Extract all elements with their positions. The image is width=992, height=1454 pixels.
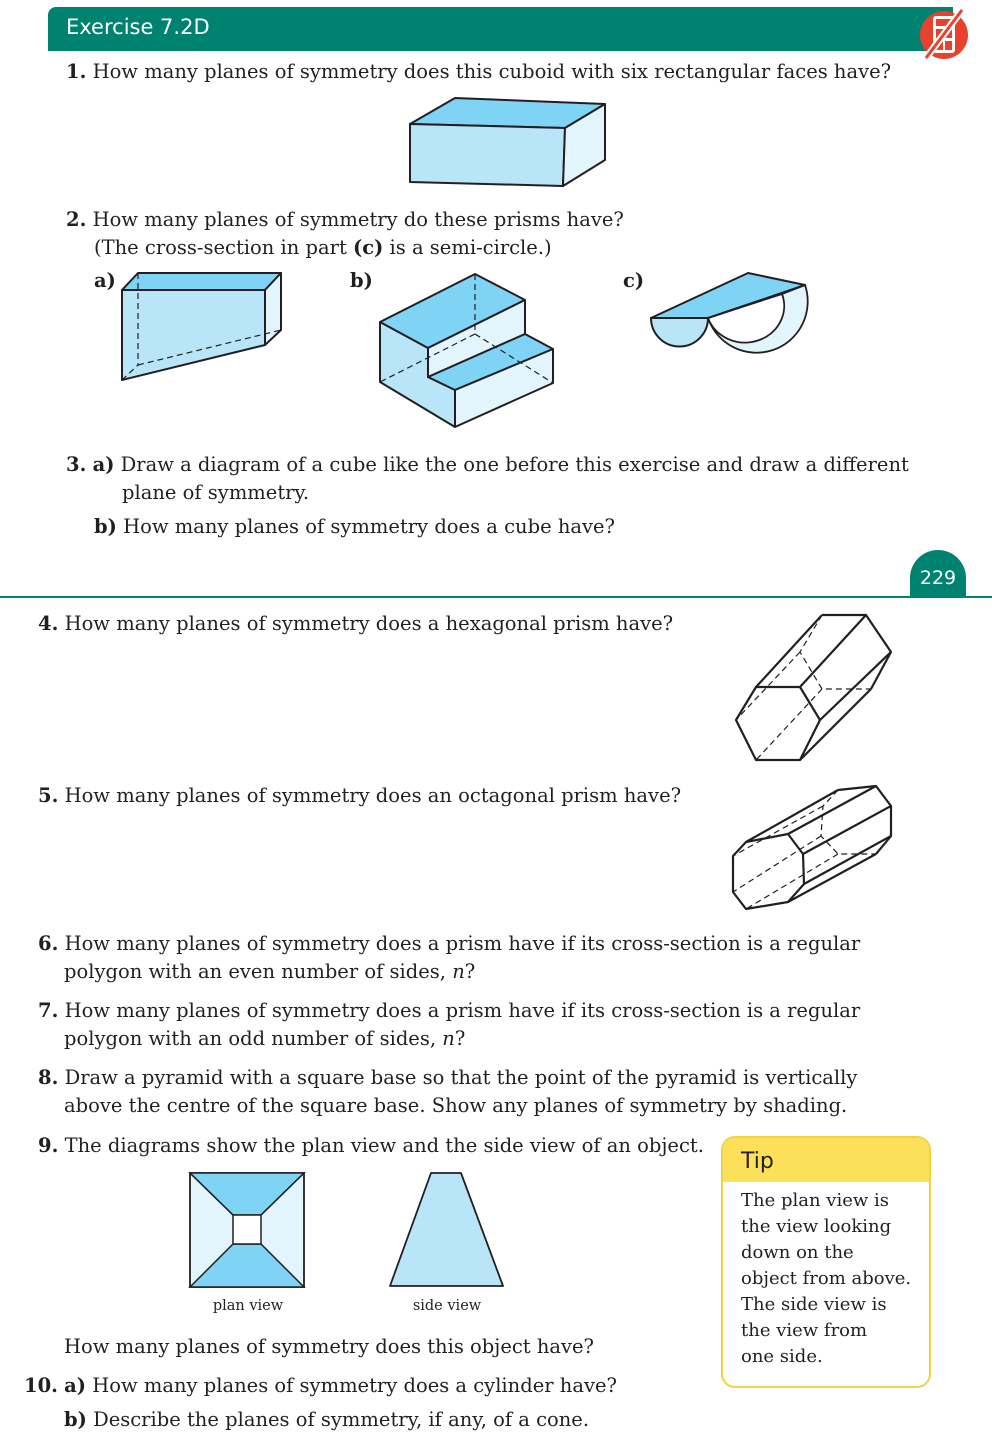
plan-view-diagram	[189, 1172, 307, 1290]
question-6-cont: polygon with an even number of sides, n?	[64, 960, 476, 983]
question-1: 1. How many planes of symmetry does this cuboid with six rectangular faces have?	[66, 60, 892, 83]
question-6: 6. How many planes of symmetry does a prism have if its cross-section is a regular	[38, 932, 861, 955]
question-10a: 10. a) How many planes of symmetry does a cylinder have?	[24, 1374, 617, 1397]
octagonal-prism-diagram	[728, 784, 898, 914]
question-3b: b) How many planes of symmetry does a cube have?	[94, 515, 616, 538]
question-8-cont: above the centre of the square base. Show any planes of symmetry by shading.	[64, 1094, 848, 1117]
prism-b-diagram	[375, 272, 560, 432]
question-10b: b) Describe the planes of symmetry, if any, of a cone.	[64, 1408, 590, 1431]
side-view-diagram	[389, 1172, 507, 1290]
question-2-note: (The cross-section in part (c) is a semi-circle.)	[94, 236, 552, 259]
cuboid-diagram	[400, 92, 615, 192]
prism-a-diagram	[118, 270, 288, 385]
question-3a-cont: plane of symmetry.	[122, 481, 310, 504]
question-8: 8. Draw a pyramid with a square base so that the point of the pyramid is vertically	[38, 1066, 858, 1089]
question-9: 9. The diagrams show the plan view and the side view of an object.	[38, 1134, 704, 1157]
page-divider	[0, 596, 992, 598]
q2-part-c-label: c)	[623, 269, 645, 292]
question-4: 4. How many planes of symmetry does a hexagonal prism have?	[38, 612, 674, 635]
tip-title: Tip	[723, 1138, 929, 1182]
tip-box	[721, 1136, 931, 1388]
question-3a: 3. a) Draw a diagram of a cube like the one before this exercise and draw a different	[66, 453, 909, 476]
question-5: 5. How many planes of symmetry does an octagonal prism have?	[38, 784, 682, 807]
page-number: 229	[910, 550, 966, 596]
no-calculator-icon	[918, 2, 970, 68]
hexagonal-prism-diagram	[732, 612, 897, 767]
tip-text: The plan view is the view looking down on the object from above. The side view is the view from one side.	[741, 1190, 912, 1367]
plan-view-caption: plan view	[212, 1298, 284, 1314]
question-7: 7. How many planes of symmetry does a prism have if its cross-section is a regular	[38, 999, 861, 1022]
q2-part-a-label: a)	[94, 269, 116, 292]
prism-c-diagram	[648, 268, 813, 353]
side-view-caption: side view	[412, 1298, 482, 1314]
q2-part-b-label: b)	[350, 269, 373, 292]
question-2: 2. How many planes of symmetry do these prisms have?	[66, 208, 624, 231]
question-9-ask: How many planes of symmetry does this object have?	[64, 1335, 595, 1358]
question-7-cont: polygon with an odd number of sides, n?	[64, 1027, 466, 1050]
exercise-title: Exercise 7.2D	[66, 15, 210, 39]
